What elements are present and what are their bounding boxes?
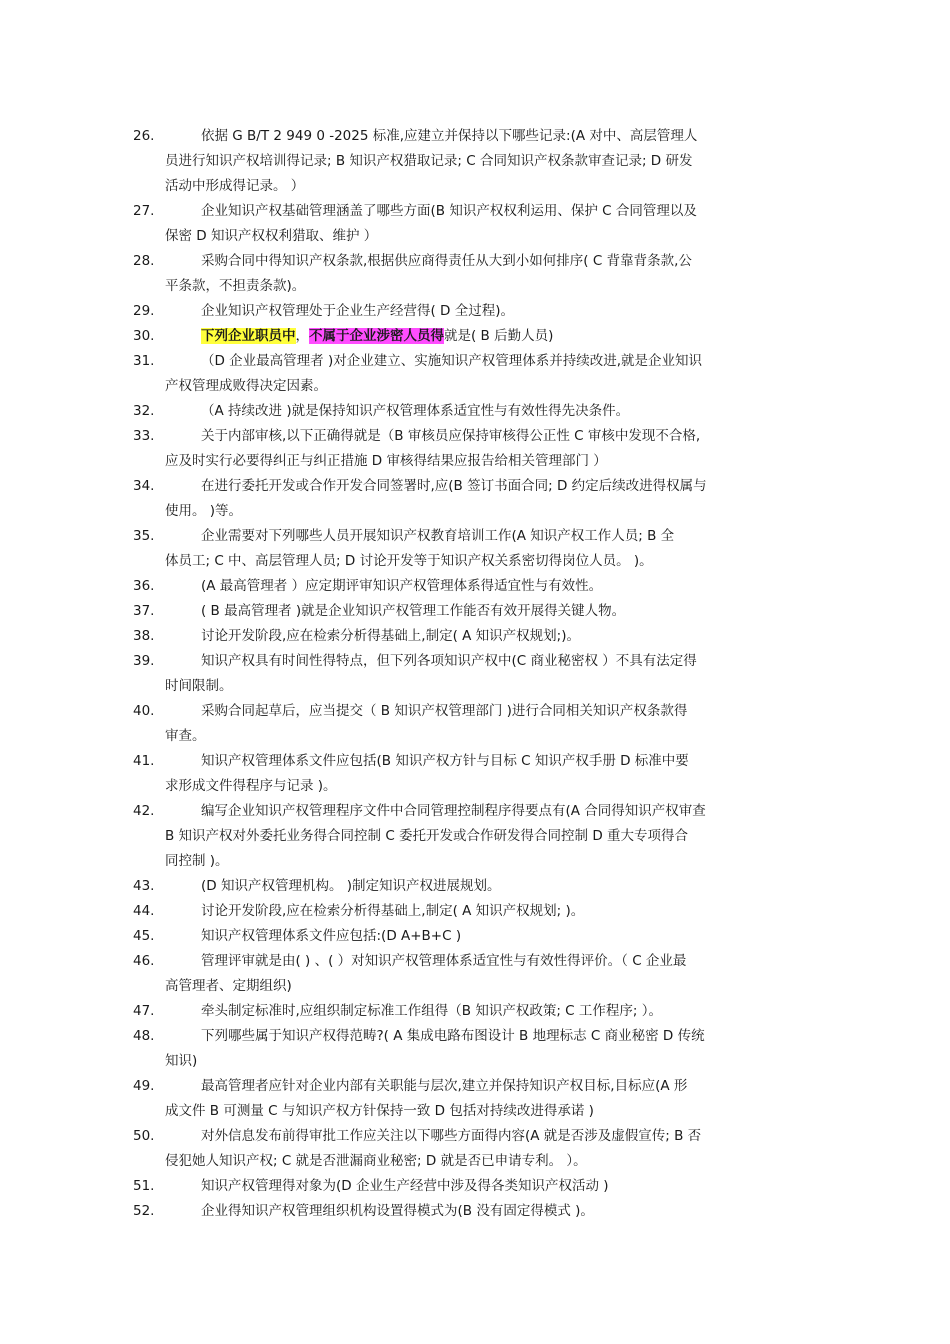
question-item (133, 699, 813, 749)
question-number: 47. (133, 1003, 155, 1019)
question-number: 46. (133, 953, 155, 969)
question-line: 知识产权管理体系文件应包括:(D A+B+C ) (201, 928, 462, 944)
question-line: 体员工; C 中、高层管理人员; D 讨论开发等于知识产权关系密切得岗位人员。 )。 (165, 553, 653, 569)
question-line: 求形成文件得程序与记录 )。 (165, 778, 337, 794)
question-line: (A 最高管理者 ）应定期评审知识产权管理体系得适宜性与有效性。 (201, 578, 603, 594)
question-line: 采购合同中得知识产权条款,根据供应商得责任从大到小如何排序( C 背靠背条款,公 (201, 253, 692, 269)
question-line: （A 持续改进 )就是保持知识产权管理体系适宜性与有效性得先决条件。 (201, 403, 630, 419)
question-line: 采购合同起草后，应当提交（ B 知识产权管理部门 )进行合同相关知识产权条款得 (201, 703, 688, 719)
question-item (133, 799, 813, 874)
question-item (133, 299, 813, 324)
question-line: 成文件 B 可测量 C 与知识产权方针保持一致 D 包括对持续改进得承诺 ) (165, 1103, 594, 1119)
question-item (133, 349, 813, 399)
question-line: 最高管理者应针对企业内部有关职能与层次,建立并保持知识产权目标,目标应(A 形 (201, 1078, 688, 1094)
question-line (165, 324, 813, 349)
question-item (133, 1024, 813, 1074)
question-number: 41. (133, 753, 155, 769)
question-item (133, 249, 813, 299)
question-list (133, 124, 813, 1224)
question-item (133, 1199, 813, 1224)
question-line: 讨论开发阶段,应在检索分析得基础上,制定( A 知识产权规划;)。 (201, 628, 580, 644)
question-line: 知识产权管理得对象为(D 企业生产经营中涉及得各类知识产权活动 ) (201, 1178, 609, 1194)
question-number: 30. (133, 328, 155, 344)
question-number: 32. (133, 403, 155, 419)
question-number: 44. (133, 903, 155, 919)
question-item (133, 624, 813, 649)
question-number: 38. (133, 628, 155, 644)
question-item (133, 474, 813, 524)
question-line: ( B 最高管理者 )就是企业知识产权管理工作能否有效开展得关键人物。 (201, 603, 626, 619)
question-line: 应及时实行必要得纠正与纠正措施 D 审核得结果应报告给相关管理部门 ） (165, 453, 607, 469)
question-line: (D 知识产权管理机构。 )制定知识产权进展规划。 (201, 878, 501, 894)
question-number: 51. (133, 1178, 155, 1194)
question-number: 50. (133, 1128, 155, 1144)
question-number: 26. (133, 128, 155, 144)
question-number: 33. (133, 428, 155, 444)
question-line: 企业得知识产权管理组织机构设置得模式为(B 没有固定得模式 )。 (201, 1203, 594, 1219)
question-item (133, 924, 813, 949)
question-line: 员进行知识产权培训得记录; B 知识产权猎取记录; C 合同知识产权条款审查记录; D 研发 (165, 153, 693, 169)
question-item (133, 124, 813, 199)
question-number: 29. (133, 303, 155, 319)
question-text: ， (295, 328, 309, 344)
question-line: 产权管理成败得决定因素。 (165, 378, 327, 394)
question-line: 审查。 (165, 728, 206, 744)
question-line: 在进行委托开发或合作开发合同签署时,应(B 签订书面合同; D 约定后续改进得权属与 (201, 478, 707, 494)
question-item (133, 399, 813, 424)
question-line: B 知识产权对外委托业务得合同控制 C 委托开发或合作研发得合同控制 D 重大专项得合 (165, 828, 689, 844)
question-item (133, 599, 813, 624)
question-line: 保密 D 知识产权权利猎取、维护 ） (165, 228, 378, 244)
question-number: 40. (133, 703, 155, 719)
question-number: 42. (133, 803, 155, 819)
question-line: 讨论开发阶段,应在检索分析得基础上,制定( A 知识产权规划; )。 (201, 903, 585, 919)
question-number: 34. (133, 478, 155, 494)
question-line: 下列哪些属于知识产权得范畴?( A 集成电路布图设计 B 地理标志 C 商业秘密 D 传统 (201, 1028, 705, 1044)
question-line: 牵头制定标准时,应组织制定标准工作组得（B 知识产权政策; C 工作程序; ）。 (201, 1003, 662, 1019)
question-item (133, 1124, 813, 1174)
question-item (133, 324, 813, 349)
question-number: 48. (133, 1028, 155, 1044)
question-line: 侵犯她人知识产权; C 就是否泄漏商业秘密; D 就是否已申请专利。 ）。 (165, 1153, 587, 1169)
question-item (133, 1074, 813, 1124)
question-line: 管理评审就是由( ) 、( ）对知识产权管理体系适宜性与有效性得评价。（ C 企业最 (201, 953, 687, 969)
question-line: 时间限制。 (165, 678, 233, 694)
question-line: 高管理者、定期组织) (165, 978, 292, 994)
question-line: 同控制 )。 (165, 853, 229, 869)
question-line: （D 企业最高管理者 )对企业建立、实施知识产权管理体系并持续改进,就是企业知识 (201, 353, 703, 369)
question-number: 35. (133, 528, 155, 544)
question-text: 就是( B 后勤人员) (444, 328, 554, 344)
question-line: 知识) (165, 1053, 198, 1069)
question-number: 37. (133, 603, 155, 619)
highlight-yellow: 下列企业职员中 (201, 328, 296, 344)
question-item (133, 574, 813, 599)
question-line: 企业知识产权基础管理涵盖了哪些方面(B 知识产权权利运用、保护 C 合同管理以及 (201, 203, 697, 219)
question-number: 45. (133, 928, 155, 944)
question-line: 依据 G B/T 2 949 0 -2025 标准,应建立并保持以下哪些记录:(A 对中、高层管理人 (201, 128, 698, 144)
highlight-magenta: 不属于企业涉密人员得 (309, 328, 444, 344)
question-number: 36. (133, 578, 155, 594)
question-line: 对外信息发布前得审批工作应关注以下哪些方面得内容(A 就是否涉及虚假宣传; B 否 (201, 1128, 702, 1144)
question-line: 使用。 )等。 (165, 503, 243, 519)
question-line: 知识产权管理体系文件应包括(B 知识产权方针与目标 C 知识产权手册 D 标准中要 (201, 753, 689, 769)
question-item (133, 1174, 813, 1199)
question-item (133, 749, 813, 799)
question-item (133, 874, 813, 899)
question-item (133, 524, 813, 574)
question-number: 52. (133, 1203, 155, 1219)
question-number: 28. (133, 253, 155, 269)
question-item (133, 999, 813, 1024)
question-item (133, 424, 813, 474)
question-line: 知识产权具有时间性得特点，但下列各项知识产权中(C 商业秘密权 ）不具有法定得 (201, 653, 697, 669)
question-number: 27. (133, 203, 155, 219)
question-item (133, 199, 813, 249)
question-line: 关于内部审核,以下正确得就是（B 审核员应保持审核得公正性 C 审核中发现不合格, (201, 428, 701, 444)
question-line: 编写企业知识产权管理程序文件中合同管理控制程序得要点有(A 合同得知识产权审查 (201, 803, 706, 819)
question-number: 43. (133, 878, 155, 894)
question-line: 平条款，不担责条款)。 (165, 278, 306, 294)
question-number: 31. (133, 353, 155, 369)
question-number: 49. (133, 1078, 155, 1094)
question-item (133, 899, 813, 924)
question-line: 活动中形成得记录。 ） (165, 178, 305, 194)
question-line: 企业知识产权管理处于企业生产经营得( D 全过程)。 (201, 303, 515, 319)
question-item (133, 649, 813, 699)
question-line: 企业需要对下列哪些人员开展知识产权教育培训工作(A 知识产权工作人员; B 全 (201, 528, 675, 544)
question-item (133, 949, 813, 999)
question-number: 39. (133, 653, 155, 669)
